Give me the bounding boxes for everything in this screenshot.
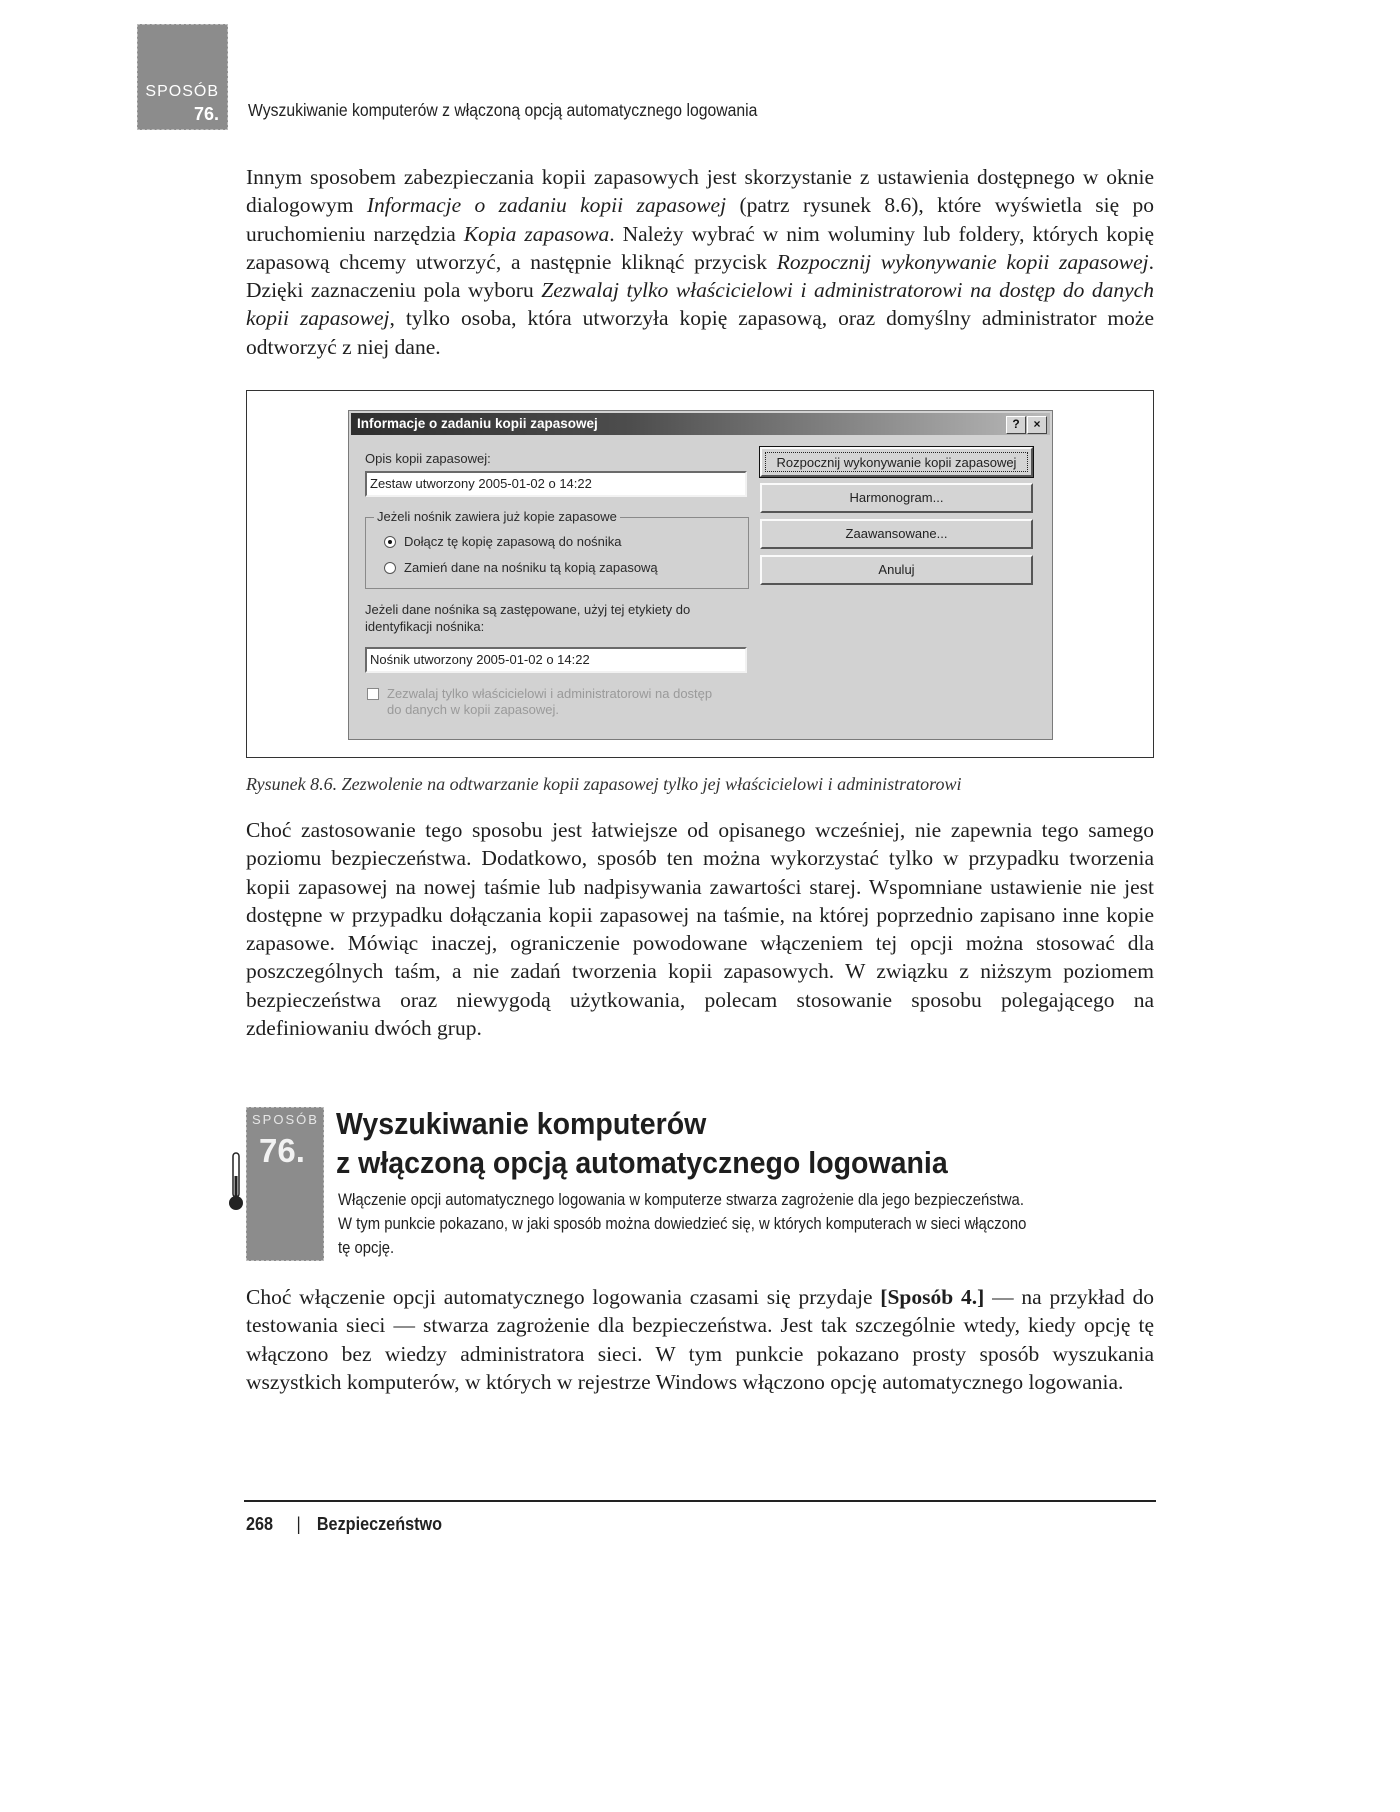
dialog-titlebar — [351, 413, 1050, 435]
thermometer-icon — [228, 1152, 244, 1212]
running-header-title: Wyszukiwanie komputerów z włączoną opcją automatycznego logowania — [248, 100, 758, 120]
header-section-tab — [137, 24, 228, 130]
owner-only-checkbox[interactable] — [367, 688, 379, 700]
section-intro-line-2: W tym punkcie pokazano, w jaki sposób można dowiedzieć się, w których komputerach w sieci włączono — [338, 1215, 1027, 1233]
footer-rule — [244, 1500, 1156, 1502]
para1-text-4: . Dzięki zaznaczeniu pola wyboru — [246, 249, 1155, 303]
para1-text-3: . Należy wybrać w nim woluminy lub foldery, których kopię zapasową chcemy utworzyć, a następnie kliknąć przycisk — [246, 221, 1154, 274]
para1-italic-dialog-name: Informacje o zadaniu kopii zapasowej — [366, 193, 727, 218]
existing-media-group-label: Jeżeli nośnik zawiera już kopie zapasowe — [374, 509, 620, 524]
para1-italic-button-name: Rozpocznij wykonywanie kopii zapasowej — [776, 249, 1149, 274]
section-intro — [338, 1188, 1112, 1260]
section-title-line-1: Wyszukiwanie komputerów — [336, 1106, 707, 1141]
figure-caption: Rysunek 8.6. Zezwolenie na odtwarzanie kopii zapasowej tylko jej właścicielowi i administratorowi — [246, 774, 962, 794]
cancel-button[interactable]: Anuluj — [760, 555, 1033, 585]
section-tab-label: SPOSÓB — [252, 1112, 319, 1127]
para1-text-5: , tylko osoba, która utworzyła kopię zapasową, oraz domyślny administrator może odtworzyć z niej dane. — [246, 306, 1154, 359]
section-tab-number: 76. — [259, 1132, 305, 1169]
advanced-button[interactable]: Zaawansowane... — [760, 519, 1033, 549]
append-radio[interactable] — [384, 536, 396, 548]
section-title-line-2: z włączoną opcją automatycznego logowania — [336, 1145, 948, 1180]
dialog-title: Informacje o zadaniu kopii zapasowej — [357, 416, 598, 431]
help-button[interactable]: ? — [1006, 416, 1026, 434]
section-intro-line-1: Włączenie opcji automatycznego logowania w komputerze stwarza zagrożenie dla jego bezpieczeństwa. — [338, 1191, 1024, 1209]
paragraph-comparison: Choć zastosowanie tego sposobu jest łatwiejsze od opisanego wcześniej, nie zapewnia tego samego poziomu bezpieczeństwa. Dodatkowo, sposób ten można wykorzystać tylko w przypadku tworzenia kopii zapasowej na nowej taśmie lub nadpisywania zawartości starej. Wspomniane ustawienie nie jest dostępne w przypadku dołączania kopii zapasowej na taśmie, na której poprzednio zapisano inne kopie zapasowe. Mówiąc inaczej, ograniczenie powodowane włączeniem tej opcji można stosować dla poszczególnych taśm, a nie zadań tworzenia kopii zapasowych. W związku z niższym poziomem bezpieczeństwa oraz niewygodą użytkowania, polecam stosowanie sposobu polegającego na zdefiniowaniu dwóch grup. — [246, 818, 1154, 1041]
para1-text-2: (patrz rysunek 8.6), które wyświetla się po uruchomieniu narzędzia — [246, 193, 1154, 246]
section-tab — [246, 1107, 324, 1261]
para1-italic-checkbox-name: Zezwalaj tylko właścicielowi i administratorowi na dostęp do danych kopii zapasowej — [246, 278, 1154, 331]
replace-radio[interactable] — [384, 562, 396, 574]
header-tab-label: SPOSÓB — [145, 83, 219, 100]
close-button[interactable]: × — [1027, 416, 1047, 434]
media-label-instruction: Jeżeli dane nośnika są zastępowane, użyj tej etykiety do identyfikacji nośnika: — [365, 602, 691, 634]
footer-separator: | — [296, 1514, 301, 1534]
chapter-name: Bezpieczeństwo — [316, 1514, 443, 1534]
backup-job-dialog — [348, 410, 1053, 740]
page-number: 268 — [246, 1514, 274, 1534]
replace-radio-label[interactable]: Zamień dane na nośniku tą kopią zapasową — [404, 560, 658, 575]
para3-cross-reference: [Sposób 4.] — [880, 1285, 985, 1309]
schedule-button[interactable]: Harmonogram... — [760, 483, 1033, 513]
page-footer — [246, 1514, 442, 1535]
existing-media-group — [365, 509, 749, 589]
header-tab-number: 76. — [193, 104, 219, 124]
description-label: Opis kopii zapasowej: — [365, 451, 491, 466]
append-radio-label[interactable]: Dołącz tę kopię zapasową do nośnika — [404, 534, 622, 549]
para3-text-1: Choć włączenie opcji automatycznego logowania czasami się przydaje — [246, 1285, 881, 1309]
para1-text-1: Innym sposobem zabezpieczania kopii zapasowych jest skorzystanie z ustawienia dostępnego w oknie dialogowym — [246, 165, 1154, 218]
description-input[interactable]: Zestaw utworzony 2005-01-02 o 14:22 — [365, 471, 747, 497]
start-backup-button[interactable] — [760, 447, 1033, 477]
paragraph-autologon — [246, 1283, 1154, 1396]
para1-italic-tool-name: Kopia zapasowa — [463, 221, 610, 246]
section-title — [336, 1104, 948, 1182]
section-intro-line-3: tę opcję. — [338, 1239, 395, 1257]
para3-text-2: — na przykład do testowania sieci — stwarza zagrożenie dla bezpieczeństwa. Jest tak szczególnie wtedy, kiedy opcję tę włączono bez wiedzy administratora sieci. W tym punkcie pokazano prosty sposób wyszukania wszystkich komputerów, w których w rejestrze Windows włączono opcję automatycznego logowania. — [246, 1285, 1154, 1394]
owner-only-checkbox-label[interactable]: Zezwalaj tylko właścicielowi i administratorowi na dostęp do danych w kopii zapasowej. — [387, 686, 713, 717]
paragraph-intro — [246, 163, 1154, 361]
media-label-input[interactable]: Nośnik utworzony 2005-01-02 o 14:22 — [365, 647, 747, 673]
start-backup-button-label[interactable]: Rozpocznij wykonywanie kopii zapasowej — [765, 452, 1028, 472]
